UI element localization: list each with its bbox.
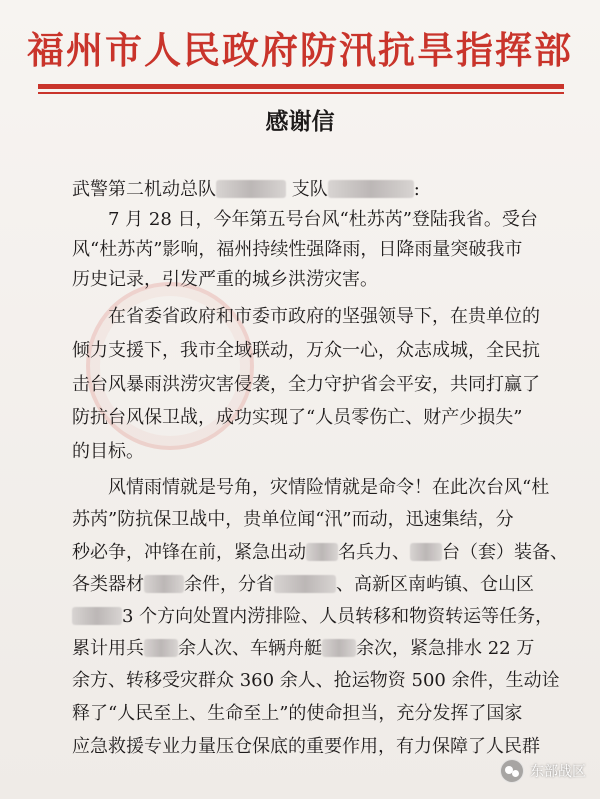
salutation-text: 支队: [291, 179, 328, 200]
body-line: 应急救援专业力量压仓保底的重要作用，有力保障了人民群: [72, 736, 540, 757]
body-text: 余人次、车辆舟艇: [178, 638, 322, 659]
salutation-line: [72, 178, 420, 202]
body-line: 倾力支援下，我市全域联动，万众一心，众志成城，全民抗: [72, 340, 540, 361]
body-line: 的目标。: [72, 441, 144, 462]
redacted-block: [274, 575, 336, 593]
body-line: [72, 573, 534, 597]
body-line: 苏芮”防抗保卫战中，贵单位闻“汛”而动，迅速集结，分: [72, 509, 514, 530]
letterhead-divider-thin: [38, 92, 564, 94]
redacted-block: [328, 180, 414, 198]
body-line: [72, 605, 553, 629]
wechat-icon: [500, 759, 524, 783]
redacted-block: [144, 639, 178, 657]
body-text: 余次，紧急排水 22 万: [356, 638, 535, 659]
source-watermark: [500, 759, 586, 783]
redacted-block: [410, 543, 442, 561]
letter-title: 感谢信: [265, 108, 335, 135]
redacted-block: [144, 575, 184, 593]
body-line: [72, 541, 568, 565]
body-text: 余件，分省: [184, 574, 274, 595]
body-text: 各类器材: [72, 574, 144, 595]
redacted-block: [72, 607, 122, 625]
body-line: [72, 637, 534, 661]
body-text: 台（套）装备、: [442, 542, 568, 563]
body-text: 、高新区南屿镇、仓山区: [336, 574, 534, 595]
body-text: 秒必争，冲锋在前，紧急出动: [72, 542, 306, 563]
body-line: 历史记录，引发严重的城乡洪涝灾害。: [72, 269, 378, 290]
body-line: 在省委省政府和市委市政府的坚强领导下，在贵单位的: [108, 306, 540, 327]
body-line: 释了“人民至上、生命至上”的使命担当，充分发挥了国家: [72, 703, 523, 724]
watermark-text: 东部战区: [530, 764, 586, 780]
body-line: 风“杜苏芮”影响，福州持续性强降雨，日降雨量突破我市: [72, 239, 523, 260]
body-line: 余方、转移受灾群众 360 余人、抢运物资 500 余件，生动诠: [72, 670, 560, 691]
redacted-block: [322, 639, 356, 657]
body-text: 名兵力、: [338, 542, 410, 563]
body-line: 风情雨情就是号角，灾情险情就是命令！在此次台风“杜: [108, 477, 550, 498]
organization-letterhead: 福州市人民政府防汛抗旱指挥部: [27, 28, 573, 72]
redacted-block: [216, 180, 286, 198]
body-line: 击台风暴雨洪涝灾害侵袭，全力守护省会平安，共同打赢了: [72, 374, 540, 395]
salutation-text: 武警第二机动总队: [72, 179, 216, 200]
redacted-block: [306, 543, 338, 561]
salutation-text: :: [413, 179, 420, 200]
body-text: 累计用兵: [72, 638, 144, 659]
letterhead-divider-thick: [38, 84, 564, 89]
body-line: 7 月 28 日，今年第五号台风“杜苏芮”登陆我省。受台: [108, 209, 538, 230]
body-text: 3 个方向处置内涝排险、人员转移和物资转运等任务，: [122, 606, 554, 627]
body-line: 防抗台风保卫战，成功实现了“人员零伤亡、财产少损失”: [72, 407, 523, 428]
